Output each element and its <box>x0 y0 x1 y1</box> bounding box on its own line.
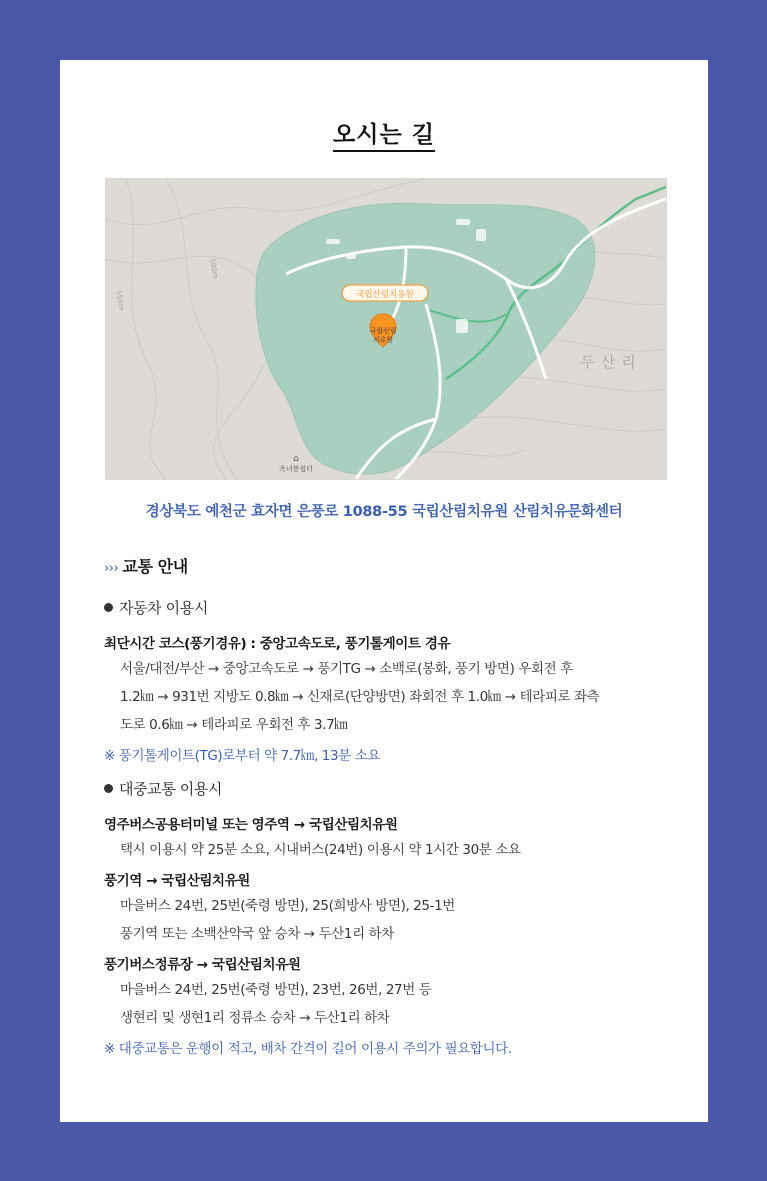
car-note: ※ 풍기톨게이트(TG)로부터 약 7.7㎞, 13분 소요 <box>104 748 380 764</box>
transport-heading: ››› 교통 안내 <box>104 557 188 576</box>
content-card <box>60 60 708 1122</box>
marker-label-line2: 치유원 <box>372 336 394 344</box>
public-line: 마을버스 24번, 25번(죽령 방면), 25(희방사 방면), 25-1번 <box>120 898 455 914</box>
poi-icon: ⌂ <box>293 454 299 464</box>
public-note: ※ 대중교통은 운행이 적고, 배차 간격이 길어 이용시 주의가 필요합니다. <box>104 1041 512 1057</box>
marker-label-line1: 국립산림 <box>369 327 397 335</box>
transport-section <box>104 554 684 1071</box>
location-map[interactable] <box>105 178 667 480</box>
car-line: 서울/대전/부산 → 중앙고속도로 → 풍기TG → 소백로(봉화, 풍기 방면) 우회전 후 <box>120 661 573 677</box>
public-line: 택시 이용시 약 25분 소요, 시내버스(24번) 이용시 약 1시간 30분 소요 <box>120 842 521 858</box>
chevrons-icon: ››› <box>104 561 119 576</box>
contour-label-2: 500m <box>208 257 220 280</box>
poi-label: 옥녀봉쉼터 <box>279 465 313 473</box>
forest-park-area <box>256 203 595 474</box>
public-line: 풍기역 또는 소백산약국 앞 승차 → 두산1리 하차 <box>120 926 394 942</box>
bullet-icon <box>104 603 113 612</box>
car-route-title: 최단시간 코스(풍기경유) : 중앙고속도로, 풍기톨게이트 경유 <box>104 636 451 652</box>
marker-label-pill: 국립산림치유원 <box>356 290 414 300</box>
car-line: 1.2㎞ → 931번 지방도 0.8㎞ → 신재로(단양방면) 좌회전 후 1.0㎞ → 테라피로 좌측 <box>120 689 600 705</box>
public-route-title: 풍기역 → 국립산림치유원 <box>104 873 250 889</box>
public-route-title: 풍기버스정류장 → 국립산림치유원 <box>104 957 301 973</box>
place-label: 두산리 <box>580 353 642 371</box>
bullet-icon <box>104 784 113 793</box>
car-label: 자동차 이용시 <box>104 597 684 618</box>
page-title: 오시는 길 <box>60 116 708 149</box>
public-route-title: 영주버스공용터미널 또는 영주역 → 국립산림치유원 <box>104 817 398 833</box>
public-line: 마을버스 24번, 25번(죽령 방면), 23번, 26번, 27번 등 <box>120 982 432 998</box>
public-line: 생현리 및 생현1리 정류소 승차 → 두산1리 하차 <box>120 1010 390 1026</box>
map-canvas <box>106 179 666 479</box>
address-text: 경상북도 예천군 효자면 은풍로 1088-55 국립산림치유원 산림치유문화센터 <box>145 504 623 520</box>
car-line: 도로 0.6㎞ → 테라피로 우회전 후 3.7㎞ <box>120 717 348 733</box>
contour-label-1: 550m <box>114 289 126 312</box>
public-label: 대중교통 이용시 <box>104 778 684 799</box>
